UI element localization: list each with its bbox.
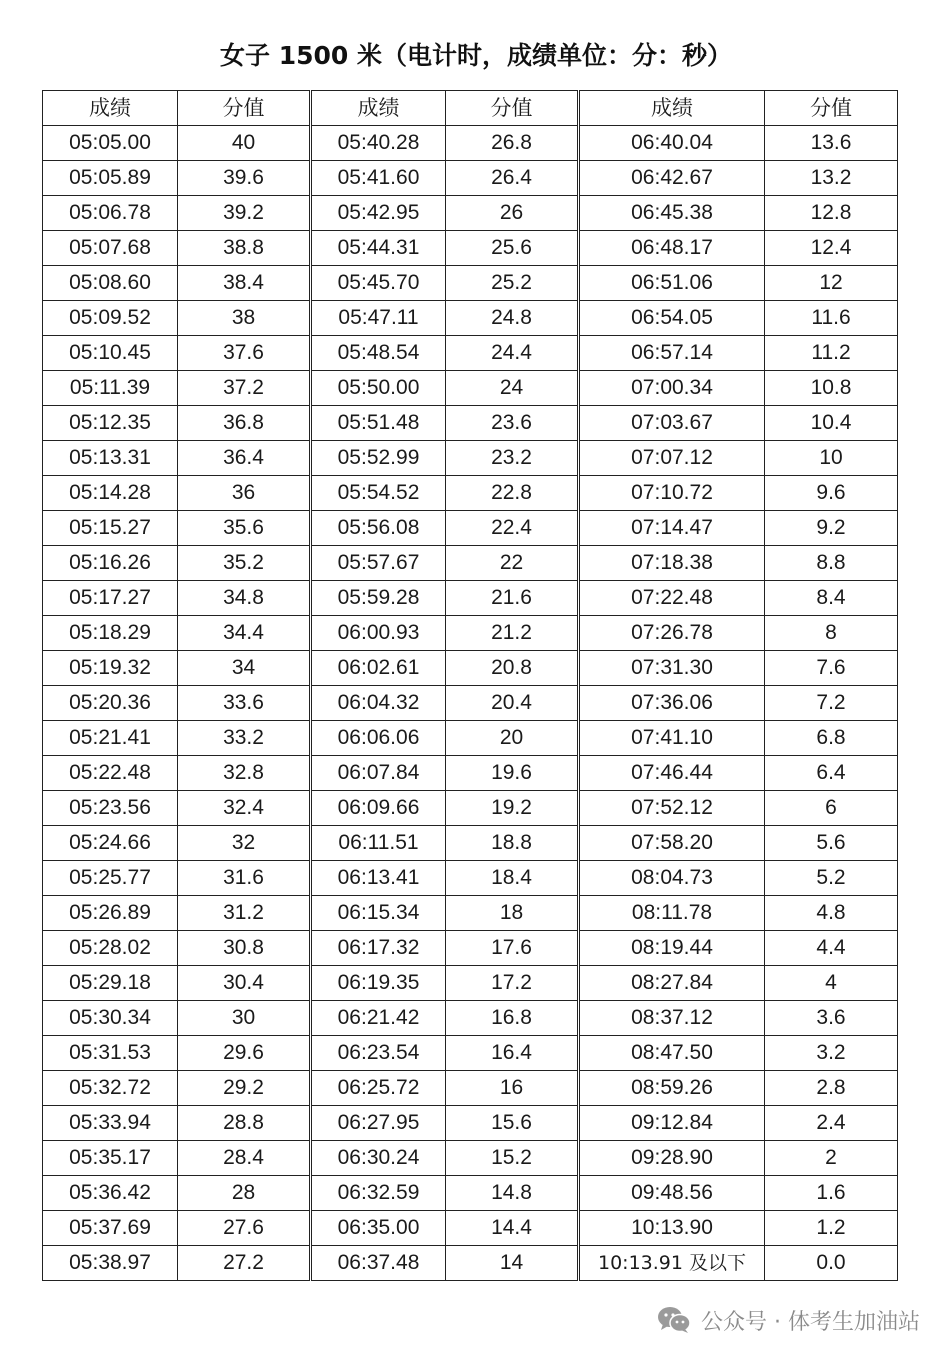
cell-points-3: 2 [765, 1141, 898, 1176]
table-row [43, 266, 898, 301]
table-row [43, 896, 898, 931]
cell-points-2: 17.2 [446, 966, 579, 1001]
cell-score-2: 06:09.66 [311, 791, 446, 826]
cell-points-1: 33.2 [178, 721, 311, 756]
cell-score-2: 05:40.28 [311, 126, 446, 161]
cell-points-1: 36.4 [178, 441, 311, 476]
cell-points-3: 5.6 [765, 826, 898, 861]
cell-points-3: 6 [765, 791, 898, 826]
cell-points-3: 9.6 [765, 476, 898, 511]
cell-points-1: 32.4 [178, 791, 311, 826]
cell-score-2: 05:47.11 [311, 301, 446, 336]
header-score-2: 成绩 [311, 91, 446, 126]
cell-score-3: 07:41.10 [579, 721, 765, 756]
table-row [43, 126, 898, 161]
cell-points-2: 22.4 [446, 511, 579, 546]
cell-score-3: 07:31.30 [579, 651, 765, 686]
cell-score-3: 07:10.72 [579, 476, 765, 511]
cell-score-2: 06:25.72 [311, 1071, 446, 1106]
cell-score-1: 05:15.27 [43, 511, 178, 546]
cell-points-3: 3.6 [765, 1001, 898, 1036]
cell-points-2: 19.6 [446, 756, 579, 791]
cell-score-1: 05:18.29 [43, 616, 178, 651]
cell-score-1: 05:29.18 [43, 966, 178, 1001]
cell-score-3: 06:57.14 [579, 336, 765, 371]
header-points-3: 分值 [765, 91, 898, 126]
wechat-icon [657, 1306, 691, 1334]
table-body [43, 126, 898, 1281]
cell-points-1: 31.6 [178, 861, 311, 896]
cell-score-3: 07:46.44 [579, 756, 765, 791]
table-row [43, 161, 898, 196]
cell-points-1: 38.8 [178, 231, 311, 266]
cell-score-1: 05:08.60 [43, 266, 178, 301]
cell-points-2: 17.6 [446, 931, 579, 966]
cell-points-3: 4.4 [765, 931, 898, 966]
cell-points-1: 30.8 [178, 931, 311, 966]
table-row [43, 231, 898, 266]
table-row [43, 1211, 898, 1246]
cell-score-2: 05:41.60 [311, 161, 446, 196]
cell-points-3: 5.2 [765, 861, 898, 896]
table-row [43, 1036, 898, 1071]
table-row [43, 756, 898, 791]
cell-score-2: 06:02.61 [311, 651, 446, 686]
table-row [43, 301, 898, 336]
cell-score-3: 07:03.67 [579, 406, 765, 441]
cell-score-1: 05:21.41 [43, 721, 178, 756]
cell-score-3: 07:26.78 [579, 616, 765, 651]
cell-score-2: 05:59.28 [311, 581, 446, 616]
table-row [43, 441, 898, 476]
cell-points-2: 21.6 [446, 581, 579, 616]
table-row [43, 1071, 898, 1106]
cell-points-3: 9.2 [765, 511, 898, 546]
table-row [43, 1106, 898, 1141]
cell-score-1: 05:05.00 [43, 126, 178, 161]
watermark-text: 公众号 · 体考生加油站 [701, 1309, 920, 1335]
cell-score-3: 06:54.05 [579, 301, 765, 336]
cell-points-1: 36 [178, 476, 311, 511]
table-row [43, 406, 898, 441]
cell-score-1: 05:32.72 [43, 1071, 178, 1106]
cell-score-1: 05:26.89 [43, 896, 178, 931]
table-row [43, 1141, 898, 1176]
cell-score-1: 05:19.32 [43, 651, 178, 686]
cell-points-2: 14.8 [446, 1176, 579, 1211]
cell-score-1: 05:24.66 [43, 826, 178, 861]
cell-score-2: 06:11.51 [311, 826, 446, 861]
cell-score-2: 05:57.67 [311, 546, 446, 581]
cell-score-2: 06:04.32 [311, 686, 446, 721]
header-row [43, 91, 898, 126]
cell-score-3: 07:58.20 [579, 826, 765, 861]
cell-score-1: 05:06.78 [43, 196, 178, 231]
cell-points-3: 10.8 [765, 371, 898, 406]
cell-points-3: 8 [765, 616, 898, 651]
cell-score-1: 05:13.31 [43, 441, 178, 476]
cell-score-3: 08:37.12 [579, 1001, 765, 1036]
cell-points-3: 10.4 [765, 406, 898, 441]
table-row [43, 476, 898, 511]
cell-points-1: 28 [178, 1176, 311, 1211]
cell-points-3: 2.4 [765, 1106, 898, 1141]
cell-points-1: 27.2 [178, 1246, 311, 1281]
cell-score-3: 08:04.73 [579, 861, 765, 896]
cell-points-3: 7.2 [765, 686, 898, 721]
cell-points-3: 11.2 [765, 336, 898, 371]
table-row [43, 546, 898, 581]
cell-score-2: 06:35.00 [311, 1211, 446, 1246]
cell-score-1: 05:33.94 [43, 1106, 178, 1141]
cell-points-2: 15.2 [446, 1141, 579, 1176]
cell-score-1: 05:25.77 [43, 861, 178, 896]
cell-points-2: 21.2 [446, 616, 579, 651]
cell-points-1: 32 [178, 826, 311, 861]
cell-points-2: 26 [446, 196, 579, 231]
cell-score-2: 06:30.24 [311, 1141, 446, 1176]
cell-score-2: 05:48.54 [311, 336, 446, 371]
cell-points-3: 0.0 [765, 1246, 898, 1281]
cell-score-1: 05:37.69 [43, 1211, 178, 1246]
cell-score-3: 08:11.78 [579, 896, 765, 931]
cell-points-1: 29.6 [178, 1036, 311, 1071]
cell-score-1: 05:07.68 [43, 231, 178, 266]
table-row [43, 1246, 898, 1281]
cell-score-3: 10:13.91 及以下 [579, 1246, 765, 1281]
cell-points-1: 32.8 [178, 756, 311, 791]
table-row [43, 1176, 898, 1211]
cell-score-3: 07:14.47 [579, 511, 765, 546]
cell-points-2: 26.8 [446, 126, 579, 161]
cell-score-3: 09:12.84 [579, 1106, 765, 1141]
table-row [43, 826, 898, 861]
cell-points-1: 31.2 [178, 896, 311, 931]
cell-points-1: 28.4 [178, 1141, 311, 1176]
cell-score-3: 08:59.26 [579, 1071, 765, 1106]
cell-score-3: 07:00.34 [579, 371, 765, 406]
cell-score-3: 07:52.12 [579, 791, 765, 826]
cell-score-2: 06:00.93 [311, 616, 446, 651]
cell-points-1: 37.2 [178, 371, 311, 406]
cell-points-2: 25.2 [446, 266, 579, 301]
cell-points-2: 14 [446, 1246, 579, 1281]
cell-score-2: 06:07.84 [311, 756, 446, 791]
cell-score-2: 06:21.42 [311, 1001, 446, 1036]
cell-points-1: 30.4 [178, 966, 311, 1001]
cell-score-3: 08:19.44 [579, 931, 765, 966]
cell-points-3: 1.6 [765, 1176, 898, 1211]
table-row [43, 581, 898, 616]
cell-points-3: 7.6 [765, 651, 898, 686]
table-row [43, 651, 898, 686]
cell-points-3: 13.2 [765, 161, 898, 196]
header-score-1: 成绩 [43, 91, 178, 126]
cell-score-3: 08:47.50 [579, 1036, 765, 1071]
cell-points-3: 6.4 [765, 756, 898, 791]
cell-score-3: 06:40.04 [579, 126, 765, 161]
cell-points-2: 22 [446, 546, 579, 581]
cell-points-3: 4.8 [765, 896, 898, 931]
cell-points-2: 14.4 [446, 1211, 579, 1246]
cell-points-2: 16.8 [446, 1001, 579, 1036]
table-row [43, 511, 898, 546]
cell-score-2: 05:45.70 [311, 266, 446, 301]
cell-points-2: 20.4 [446, 686, 579, 721]
cell-points-2: 22.8 [446, 476, 579, 511]
cell-score-1: 05:16.26 [43, 546, 178, 581]
cell-points-1: 27.6 [178, 1211, 311, 1246]
cell-score-2: 05:42.95 [311, 196, 446, 231]
cell-points-3: 6.8 [765, 721, 898, 756]
cell-score-2: 05:51.48 [311, 406, 446, 441]
cell-points-1: 33.6 [178, 686, 311, 721]
cell-score-3: 07:07.12 [579, 441, 765, 476]
cell-score-2: 06:06.06 [311, 721, 446, 756]
cell-score-3: 09:48.56 [579, 1176, 765, 1211]
cell-score-3: 07:18.38 [579, 546, 765, 581]
cell-points-1: 36.8 [178, 406, 311, 441]
cell-points-3: 10 [765, 441, 898, 476]
cell-score-3: 09:28.90 [579, 1141, 765, 1176]
cell-points-2: 18 [446, 896, 579, 931]
cell-points-1: 40 [178, 126, 311, 161]
cell-points-3: 1.2 [765, 1211, 898, 1246]
cell-points-2: 16 [446, 1071, 579, 1106]
cell-score-1: 05:36.42 [43, 1176, 178, 1211]
cell-points-1: 38 [178, 301, 311, 336]
score-table [42, 90, 898, 1281]
cell-score-1: 05:09.52 [43, 301, 178, 336]
cell-points-1: 37.6 [178, 336, 311, 371]
cell-score-3: 06:45.38 [579, 196, 765, 231]
cell-points-1: 35.2 [178, 546, 311, 581]
cell-points-2: 18.8 [446, 826, 579, 861]
header-points-2: 分值 [446, 91, 579, 126]
table-row [43, 931, 898, 966]
cell-points-3: 8.4 [765, 581, 898, 616]
cell-points-3: 12 [765, 266, 898, 301]
cell-score-1: 05:11.39 [43, 371, 178, 406]
header-points-1: 分值 [178, 91, 311, 126]
cell-score-2: 06:32.59 [311, 1176, 446, 1211]
cell-score-1: 05:20.36 [43, 686, 178, 721]
cell-points-2: 24 [446, 371, 579, 406]
cell-points-1: 28.8 [178, 1106, 311, 1141]
cell-points-3: 3.2 [765, 1036, 898, 1071]
cell-score-2: 05:52.99 [311, 441, 446, 476]
cell-points-3: 4 [765, 966, 898, 1001]
cell-points-2: 19.2 [446, 791, 579, 826]
cell-points-2: 20 [446, 721, 579, 756]
cell-score-3: 06:51.06 [579, 266, 765, 301]
cell-score-1: 05:28.02 [43, 931, 178, 966]
cell-score-3: 06:42.67 [579, 161, 765, 196]
cell-points-2: 15.6 [446, 1106, 579, 1141]
cell-score-1: 05:17.27 [43, 581, 178, 616]
table-row [43, 371, 898, 406]
table-row [43, 861, 898, 896]
cell-score-1: 05:30.34 [43, 1001, 178, 1036]
cell-score-1: 05:05.89 [43, 161, 178, 196]
cell-score-2: 06:23.54 [311, 1036, 446, 1071]
cell-score-3: 07:22.48 [579, 581, 765, 616]
cell-score-2: 06:37.48 [311, 1246, 446, 1281]
cell-points-2: 24.8 [446, 301, 579, 336]
cell-score-2: 06:27.95 [311, 1106, 446, 1141]
cell-points-1: 34.8 [178, 581, 311, 616]
table-header [43, 91, 898, 126]
cell-score-1: 05:38.97 [43, 1246, 178, 1281]
cell-points-3: 2.8 [765, 1071, 898, 1106]
table-row [43, 1001, 898, 1036]
cell-points-1: 34 [178, 651, 311, 686]
cell-score-3: 08:27.84 [579, 966, 765, 1001]
header-score-3: 成绩 [579, 91, 765, 126]
cell-points-2: 16.4 [446, 1036, 579, 1071]
cell-score-3: 06:48.17 [579, 231, 765, 266]
watermark [657, 1300, 920, 1340]
cell-points-3: 12.8 [765, 196, 898, 231]
cell-points-1: 38.4 [178, 266, 311, 301]
cell-score-1: 05:31.53 [43, 1036, 178, 1071]
cell-points-1: 29.2 [178, 1071, 311, 1106]
page-title: 女子 1500 米（电计时，成绩单位：分：秒） [220, 41, 732, 70]
cell-score-1: 05:12.35 [43, 406, 178, 441]
cell-score-2: 06:17.32 [311, 931, 446, 966]
cell-score-2: 05:56.08 [311, 511, 446, 546]
cell-score-1: 05:23.56 [43, 791, 178, 826]
table-row [43, 791, 898, 826]
cell-score-3: 10:13.90 [579, 1211, 765, 1246]
cell-points-3: 8.8 [765, 546, 898, 581]
cell-score-1: 05:10.45 [43, 336, 178, 371]
cell-points-2: 25.6 [446, 231, 579, 266]
cell-score-2: 05:44.31 [311, 231, 446, 266]
table-row [43, 196, 898, 231]
table-row [43, 686, 898, 721]
table-row [43, 721, 898, 756]
cell-points-2: 23.6 [446, 406, 579, 441]
cell-score-2: 06:15.34 [311, 896, 446, 931]
cell-points-2: 18.4 [446, 861, 579, 896]
cell-points-3: 13.6 [765, 126, 898, 161]
cell-score-2: 05:50.00 [311, 371, 446, 406]
cell-points-3: 11.6 [765, 301, 898, 336]
cell-score-1: 05:14.28 [43, 476, 178, 511]
cell-points-1: 39.6 [178, 161, 311, 196]
cell-points-2: 20.8 [446, 651, 579, 686]
cell-points-1: 35.6 [178, 511, 311, 546]
cell-score-1: 05:35.17 [43, 1141, 178, 1176]
cell-score-2: 06:19.35 [311, 966, 446, 1001]
cell-score-1: 05:22.48 [43, 756, 178, 791]
table-row [43, 616, 898, 651]
cell-points-1: 30 [178, 1001, 311, 1036]
cell-points-2: 23.2 [446, 441, 579, 476]
table-row [43, 336, 898, 371]
table-row [43, 966, 898, 1001]
cell-points-3: 12.4 [765, 231, 898, 266]
cell-points-1: 34.4 [178, 616, 311, 651]
cell-points-2: 24.4 [446, 336, 579, 371]
cell-score-3: 07:36.06 [579, 686, 765, 721]
cell-points-2: 26.4 [446, 161, 579, 196]
cell-points-1: 39.2 [178, 196, 311, 231]
cell-score-2: 06:13.41 [311, 861, 446, 896]
cell-score-2: 05:54.52 [311, 476, 446, 511]
